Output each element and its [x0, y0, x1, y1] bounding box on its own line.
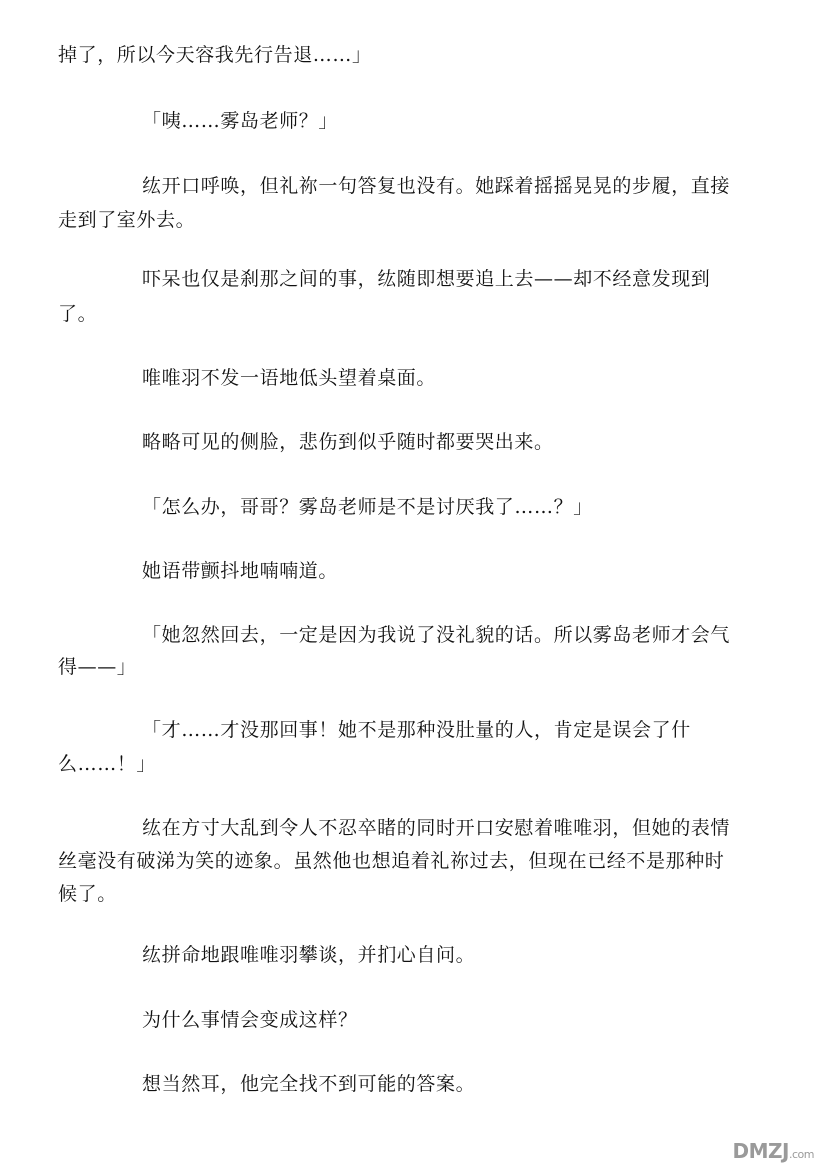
- watermark-logo: [733, 1139, 814, 1163]
- text-line: 么……！」: [58, 753, 157, 775]
- text-line: 得——」: [58, 656, 137, 678]
- text-line: 「咦……雾岛老师？」: [142, 110, 339, 132]
- text-line: 了。: [58, 303, 98, 325]
- text-line: 纮开口呼唤，但礼祢一句答复也没有。她踩着摇摇晃晃的步履，直接: [142, 175, 731, 197]
- text-line: 「怎么办，哥哥？雾岛老师是不是讨厌我了……？」: [142, 496, 593, 518]
- text-line: 掉了，所以今天容我先行告退……」: [58, 44, 372, 66]
- text-line: 走到了室外去。: [58, 209, 196, 231]
- watermark-main: DMZJ: [732, 1139, 789, 1163]
- text-line: 为什么事情会变成这样？: [142, 1009, 358, 1031]
- text-line: 纮拼命地跟唯唯羽攀谈，并扪心自问。: [142, 944, 476, 966]
- text-line: 略略可见的侧脸，悲伤到似乎随时都要哭出来。: [142, 431, 554, 453]
- text-line: 丝毫没有破涕为笑的迹象。虽然他也想追着礼祢过去，但现在已经不是那种时: [58, 850, 725, 872]
- text-line: 想当然耳，他完全找不到可能的答案。: [142, 1073, 476, 1095]
- text-line: 纮在方寸大乱到令人不忍卒睹的同时开口安慰着唯唯羽，但她的表情: [142, 817, 731, 839]
- text-line: 「才……才没那回事！她不是那种没肚量的人，肯定是误会了什: [142, 719, 691, 741]
- text-line: 她语带颤抖地喃喃道。: [142, 560, 339, 582]
- text-line: 「她忽然回去，一定是因为我说了没礼貌的话。所以雾岛老师才会气: [142, 624, 731, 646]
- text-line: 吓呆也仅是刹那之间的事，纮随即想要追上去——却不经意发现到: [142, 268, 711, 290]
- text-line: 唯唯羽不发一语地低头望着桌面。: [142, 367, 437, 389]
- watermark-suffix: .com: [789, 1148, 814, 1161]
- text-line: 候了。: [58, 883, 117, 905]
